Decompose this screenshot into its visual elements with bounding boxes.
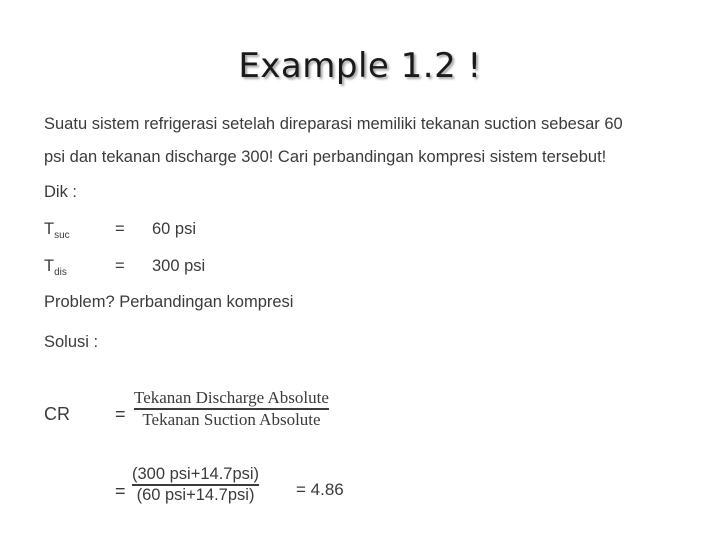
problem-line-2: psi dan tekanan discharge 300! Cari perbandingan kompresi sistem tersebut! xyxy=(44,148,607,166)
given-row-discharge xyxy=(44,257,67,276)
given-eq-suction: = xyxy=(115,220,125,238)
given-symbol: T xyxy=(44,257,55,275)
problem-statement: Problem? Perbandingan kompresi xyxy=(44,293,294,311)
cr-equals: = xyxy=(115,404,126,424)
calc-numerator: (300 psi+14.7psi) xyxy=(132,465,260,483)
result-value: = 4.86 xyxy=(296,480,344,499)
fraction-calculation xyxy=(132,465,259,505)
solution-label: Solusi : xyxy=(44,333,99,351)
fraction-denominator: Tekanan Suction Absolute xyxy=(142,409,321,429)
slide-title: Example 1.2 ! xyxy=(238,46,482,86)
given-value-suction: 60 psi xyxy=(152,220,197,238)
given-eq-discharge: = xyxy=(115,257,125,275)
given-subscript: suc xyxy=(54,230,70,241)
given-row-suction xyxy=(44,220,70,239)
given-value-discharge: 300 psi xyxy=(152,257,206,275)
given-subscript: dis xyxy=(54,267,67,278)
fraction-numerator: Tekanan Discharge Absolute xyxy=(134,388,329,407)
given-symbol: T xyxy=(44,220,55,238)
calc-equals: = xyxy=(115,481,126,501)
given-label: Dik : xyxy=(44,183,77,201)
problem-line-1: Suatu sistem refrigerasi setelah direparasi memiliki tekanan suction sebesar 60 xyxy=(44,115,623,133)
cr-label: CR xyxy=(44,404,70,424)
fraction-absolute xyxy=(134,388,329,430)
calc-denominator: (60 psi+14.7psi) xyxy=(136,485,255,504)
